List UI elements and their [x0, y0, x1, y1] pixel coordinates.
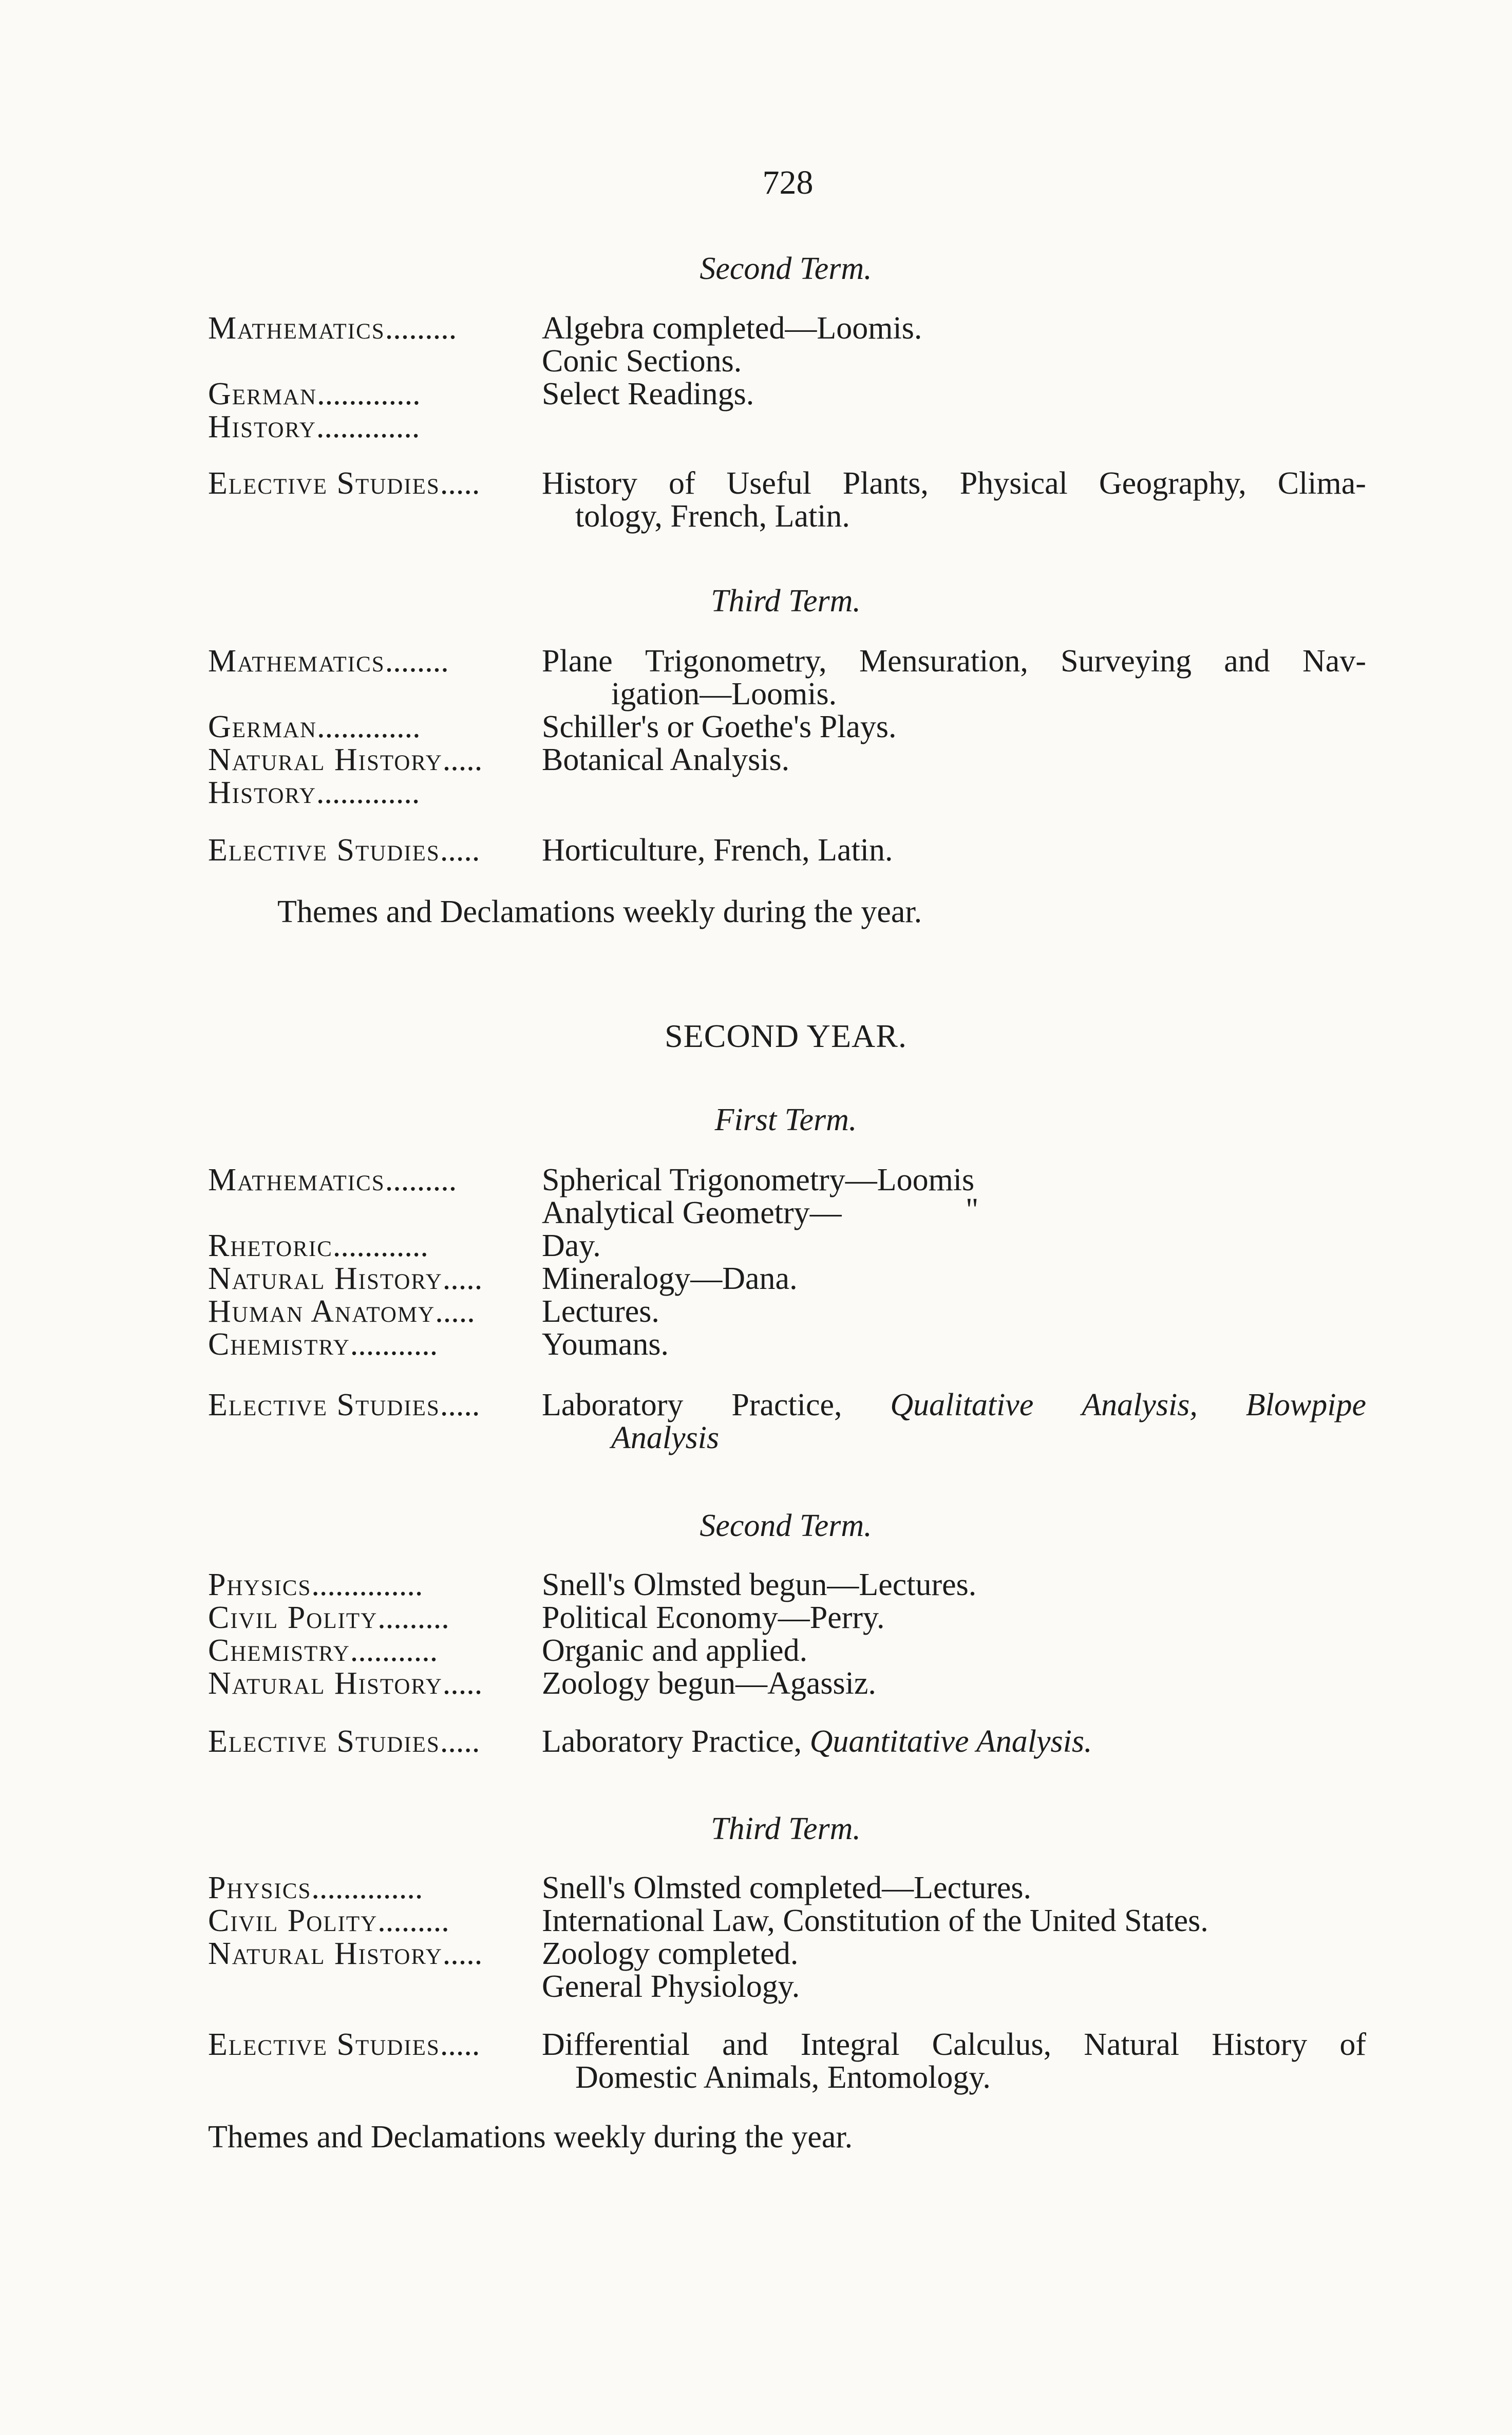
course-row — [208, 310, 457, 347]
themes-note: Themes and Declamations weekly during the year. — [277, 894, 922, 929]
word: History — [542, 466, 637, 501]
word: Physical — [959, 466, 1068, 501]
word: Plants, — [842, 466, 929, 501]
leader-dots: ..... — [440, 466, 480, 501]
course-text-plain: Laboratory Practice, — [542, 1724, 802, 1759]
subject-name: Natural History — [208, 1936, 443, 1971]
leader-dots: ............. — [316, 409, 420, 444]
ditto-mark: " — [966, 1192, 979, 1227]
course-row — [208, 1567, 423, 1603]
course-row — [208, 1326, 438, 1363]
leader-dots: .............. — [311, 1870, 423, 1905]
page-number: 728 — [762, 164, 814, 201]
course-row — [208, 1936, 482, 1972]
course-text-italic: Quantitative Analysis. — [809, 1724, 1092, 1759]
word: Clima- — [1277, 466, 1366, 501]
word: Surveying — [1061, 644, 1192, 679]
word: Differential — [542, 2027, 690, 2062]
subject-name: History — [208, 775, 316, 810]
course-text: Lectures. — [542, 1294, 659, 1329]
word: Analysis, — [1082, 1388, 1198, 1422]
term-heading: Third Term. — [711, 1811, 861, 1846]
course-row — [208, 1724, 480, 1760]
word: Mensuration, — [859, 644, 1028, 679]
course-text: Horticulture, French, Latin. — [542, 833, 893, 868]
course-text: Analytical Geometry— — [542, 1195, 842, 1230]
leader-dots: ......... — [385, 311, 457, 346]
course-row — [208, 465, 480, 502]
subject-name: Natural History — [208, 742, 443, 777]
course-row — [208, 1294, 475, 1330]
subject-name: History — [208, 409, 316, 444]
course-text-justified — [542, 465, 1366, 502]
subject-name: Mathematics — [208, 644, 385, 679]
subject-name: Natural History — [208, 1261, 443, 1296]
leader-dots: ........ — [385, 644, 449, 679]
leader-dots: ............ — [332, 1228, 428, 1263]
word: Geography, — [1099, 466, 1246, 501]
word: Integral — [800, 2027, 900, 2062]
word: Practice, — [731, 1388, 842, 1422]
course-text: Conic Sections. — [542, 344, 742, 379]
subject-name: Physics — [208, 1567, 312, 1602]
course-text: Mineralogy—Dana. — [542, 1261, 798, 1296]
leader-dots: .............. — [311, 1567, 423, 1602]
leader-dots: ..... — [442, 1666, 483, 1701]
word: and — [1224, 644, 1270, 679]
course-row — [208, 1665, 482, 1702]
word: Plane — [542, 644, 613, 679]
term-heading: Second Term. — [700, 251, 872, 286]
course-text: Select Readings. — [542, 377, 754, 411]
subject-name: Elective Studies — [208, 833, 440, 868]
course-text: Algebra completed—Loomis. — [542, 311, 922, 346]
course-text: Youmans. — [542, 1327, 669, 1362]
leader-dots: ..... — [442, 1261, 483, 1296]
leader-dots: ........... — [350, 1633, 438, 1668]
term-heading: Second Term. — [700, 1508, 872, 1543]
subject-name: Physics — [208, 1870, 312, 1905]
subject-name: Mathematics — [208, 1163, 385, 1197]
word: of — [1339, 2027, 1366, 2062]
course-row — [208, 376, 421, 413]
course-row — [208, 409, 420, 445]
course-row — [208, 1261, 482, 1297]
subject-name: Chemistry — [208, 1327, 350, 1362]
leader-dots: ..... — [442, 1936, 483, 1971]
leader-dots: ............. — [317, 709, 421, 744]
term-heading: First Term. — [714, 1102, 857, 1137]
year-heading: SECOND YEAR. — [665, 1018, 907, 1054]
course-row — [208, 1633, 438, 1669]
word: Natural — [1084, 2027, 1180, 2062]
course-text: tology, French, Latin. — [575, 499, 850, 534]
course-text: Analysis — [611, 1420, 720, 1455]
course-row — [208, 2027, 480, 2063]
word: of — [668, 466, 695, 501]
course-text: Snell's Olmsted completed—Lectures. — [542, 1870, 1032, 1905]
course-text: General Physiology. — [542, 1969, 800, 2004]
subject-name: Human Anatomy — [208, 1294, 436, 1329]
course-text: Schiller's or Goethe's Plays. — [542, 709, 897, 744]
leader-dots: ......... — [385, 1163, 457, 1197]
subject-name: Elective Studies — [208, 1388, 440, 1422]
course-row — [208, 709, 421, 745]
subject-name: Natural History — [208, 1666, 443, 1701]
leader-dots: ............. — [317, 377, 421, 411]
leader-dots: ..... — [440, 833, 480, 868]
subject-name: Chemistry — [208, 1633, 350, 1668]
course-row — [208, 1228, 428, 1264]
word: History — [1212, 2027, 1308, 2062]
leader-dots: ..... — [440, 1724, 480, 1759]
leader-dots: ..... — [442, 742, 483, 777]
course-row — [208, 1903, 449, 1939]
course-text-justified — [542, 1387, 1366, 1423]
course-text: igation—Loomis. — [611, 677, 837, 711]
course-text: Zoology begun—Agassiz. — [542, 1666, 876, 1701]
course-text: Snell's Olmsted begun—Lectures. — [542, 1567, 977, 1602]
subject-name: Civil Polity — [208, 1903, 378, 1938]
subject-name: German — [208, 377, 317, 411]
themes-note: Themes and Declamations weekly during the year. — [208, 2120, 853, 2155]
term-heading: Third Term. — [711, 584, 861, 619]
word: Blowpipe — [1245, 1388, 1366, 1422]
word: Nav- — [1302, 644, 1366, 679]
course-row — [208, 742, 482, 778]
course-row — [208, 1600, 449, 1636]
course-text: Domestic Animals, Entomology. — [575, 2060, 991, 2095]
course-text-justified — [542, 643, 1366, 680]
leader-dots: ..... — [435, 1294, 475, 1329]
course-text-justified — [542, 2027, 1366, 2063]
leader-dots: ..... — [440, 2027, 480, 2062]
course-text — [542, 1724, 1092, 1760]
leader-dots: ......... — [377, 1600, 449, 1635]
course-text: International Law, Constitution of the United States. — [542, 1903, 1208, 1938]
course-row — [208, 1162, 457, 1198]
course-text: Botanical Analysis. — [542, 742, 790, 777]
course-row — [208, 643, 449, 680]
subject-name: Civil Polity — [208, 1600, 378, 1635]
subject-name: Elective Studies — [208, 466, 440, 501]
course-row — [208, 775, 420, 811]
course-row — [208, 1870, 423, 1906]
word: Calculus, — [932, 2027, 1052, 2062]
course-row — [208, 832, 480, 869]
course-text: Spherical Trigonometry—Loomis — [542, 1163, 975, 1197]
course-row — [208, 1387, 480, 1423]
leader-dots: ......... — [377, 1903, 449, 1938]
course-text: Political Economy—Perry. — [542, 1600, 885, 1635]
word: Laboratory — [542, 1388, 684, 1422]
course-text: Organic and applied. — [542, 1633, 808, 1668]
subject-name: Rhetoric — [208, 1228, 333, 1263]
leader-dots: ..... — [440, 1388, 480, 1422]
subject-name: Elective Studies — [208, 1724, 440, 1759]
subject-name: German — [208, 709, 317, 744]
word: Trigonometry, — [645, 644, 827, 679]
leader-dots: ........... — [350, 1327, 438, 1362]
subject-name: Mathematics — [208, 311, 385, 346]
word: Qualitative — [890, 1388, 1034, 1422]
course-text: Zoology completed. — [542, 1936, 799, 1971]
course-text: Day. — [542, 1228, 601, 1263]
word: and — [722, 2027, 768, 2062]
leader-dots: ............. — [316, 775, 420, 810]
word: Useful — [726, 466, 811, 501]
subject-name: Elective Studies — [208, 2027, 440, 2062]
